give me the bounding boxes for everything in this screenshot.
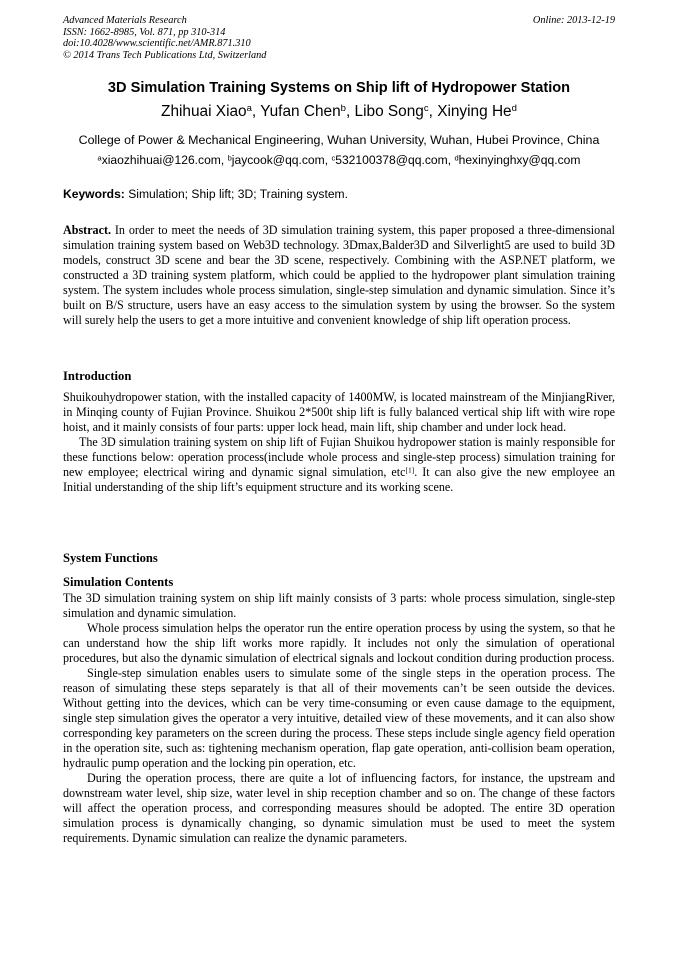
abstract-text: In order to meet the needs of 3D simulation training system, this paper proposed a three-dimensional simulation training system based on Web3D technology. 3Dmax,Balder3D and Silverlight5 are used to build 3D models, construct 3D scene and bear the 3D scene, respectively. Combining with the ASP.NET platform, we constructed a 3D training system platform, which could be applied to the hydropower plant simulation training system. The system includes whole process simulation, single-step simulation and dynamic simulation. Since it’s built on B/S structure, users have an easy access to the simulation system by using the browser. So the system will surely help the users to get a more intuitive and convenient knowledge of ship lift operation process. — [63, 223, 615, 327]
email-address: jaycook@qq.com — [231, 153, 325, 167]
introduction-p2-tail: . It can also give the new employee an Initial understanding of the ship lift’s equipment structure and its working scene. — [63, 465, 615, 494]
system-functions-paragraph-4: During the operation process, there are quite a lot of influencing factors, for instance, the upstream and downstream water level, ship size, water level in ship reception chamber and so on. The change of these factors will affect the operation process, and corresponding measures should be adopted. The entire 3D operation simulation process is dynamically changing, so dynamic simulation must be used to meet the system requirements. Dynamic simulation can realize the dynamic parameters. — [63, 771, 615, 845]
journal-name: Advanced Materials Research — [63, 15, 187, 26]
abstract-label: Abstract. — [63, 223, 112, 237]
author-name: Yufan Chen — [260, 103, 341, 120]
author-list: Zhihuai Xiao$^a$, Yufan Chen$^b$, Libo Song$^c$, Xinying He$^d$ — [161, 103, 517, 120]
journal-copyright: © 2014 Trans Tech Publications Ltd, Switzerland — [63, 49, 267, 61]
paper-title: 3D Simulation Training Systems on Ship lift of Hydropower Station — [107, 80, 571, 96]
keywords — [63, 187, 615, 201]
email-address: 532100378@qq.com — [335, 153, 448, 167]
author-name: Libo Song — [354, 103, 424, 120]
author-name: Zhihuai Xiao — [161, 103, 247, 120]
email-mark: d — [454, 153, 459, 163]
subsection-heading-simulation-contents: Simulation Contents — [63, 575, 174, 589]
email-mark: a — [97, 153, 102, 163]
email-address: xiaozhihuai@126.com — [101, 153, 221, 167]
journal-issn: ISSN: 1662-8985, Vol. 871, pp 310-314 — [63, 26, 226, 38]
author-mark: b — [340, 103, 346, 115]
email-address: hexinyinghxy@qq.com — [458, 153, 581, 167]
journal-doi: doi:10.4028/www.scientific.net/AMR.871.310 — [63, 38, 251, 50]
system-functions-paragraph-1: The 3D simulation training system on ship lift mainly consists of 3 parts: whole process simulation, single-step simulation and dynamic simulation. — [63, 591, 615, 620]
author-name: Xinying He — [437, 103, 512, 120]
section-heading-introduction: Introduction — [63, 369, 132, 383]
affiliation: College of Power & Mechanical Engineering, Wuhan University, Wuhan, Hubei Province, China — [78, 133, 600, 147]
keywords-text: Simulation; Ship lift; 3D; Training system. — [128, 187, 348, 201]
author-mark: d — [511, 103, 517, 115]
introduction-paragraph-1: Shuikouhydropower station, with the installed capacity of 1400MW, is located mainstream of the MinjiangRiver, in Minqing county of Fujian Province. Shuikou 2*500t ship lift is fully balanced vertical ship lift with wire rope hoist, and it mainly consists of four parts: upper lock head, main lift, ship chamber and under lock head. — [63, 390, 615, 434]
author-mark: c — [423, 103, 429, 115]
journal-header — [63, 15, 615, 61]
email-mark: b — [227, 153, 232, 163]
introduction-paragraph-2 — [63, 435, 615, 495]
author-mark: a — [246, 103, 252, 115]
citation-ref: [1] — [405, 465, 415, 475]
system-functions-paragraph-2: Whole process simulation helps the operator run the entire operation process by using the system, so that he can understand how the ship lift works more rapidly. It includes not only the simulation of operational procedures, but also the dynamic simulation of electrical signals and lockout condition during production process. — [63, 621, 615, 665]
introduction-p2-text: The 3D simulation training system on ship lift of Fujian Shuikou hydropower station is mainly responsible for these functions below: operation process(include whole process and single-step process) simulation training for new employee; electrical wiring and dynamic signal simulation, etc — [63, 435, 615, 479]
email-list: $^a$xiaozhihuai@126.com, $^b$jaycook@qq.com, $^c$532100378@qq.com, $^d$hexinyinghxy@qq.com — [97, 153, 581, 167]
abstract — [63, 223, 615, 328]
keywords-label: Keywords: — [63, 187, 125, 201]
system-functions-paragraph-3: Single-step simulation enables users to simulate some of the single steps in the operation process. The reason of simulating these steps separately is that all of their movements can’t be seen outside the devices. Without getting into the devices, which can be very time-consuming or even cause damage to the equipment, single step simulation gives the operator a very intuitive, detailed view of these movements, and it can also show corresponding key parameters on the screen during the process. These steps include single agency field operation in the operation site, such as: tightening mechanism operation, flap gate operation, anti-collision beam operation, hydraulic pump operation and the locking pin operation, etc. — [63, 666, 615, 770]
online-date: Online: 2013-12-19 — [532, 15, 615, 26]
section-heading-system-functions: System Functions — [63, 551, 158, 565]
system-functions-body — [63, 591, 615, 846]
introduction-body — [63, 390, 615, 495]
email-mark: c — [331, 153, 336, 163]
